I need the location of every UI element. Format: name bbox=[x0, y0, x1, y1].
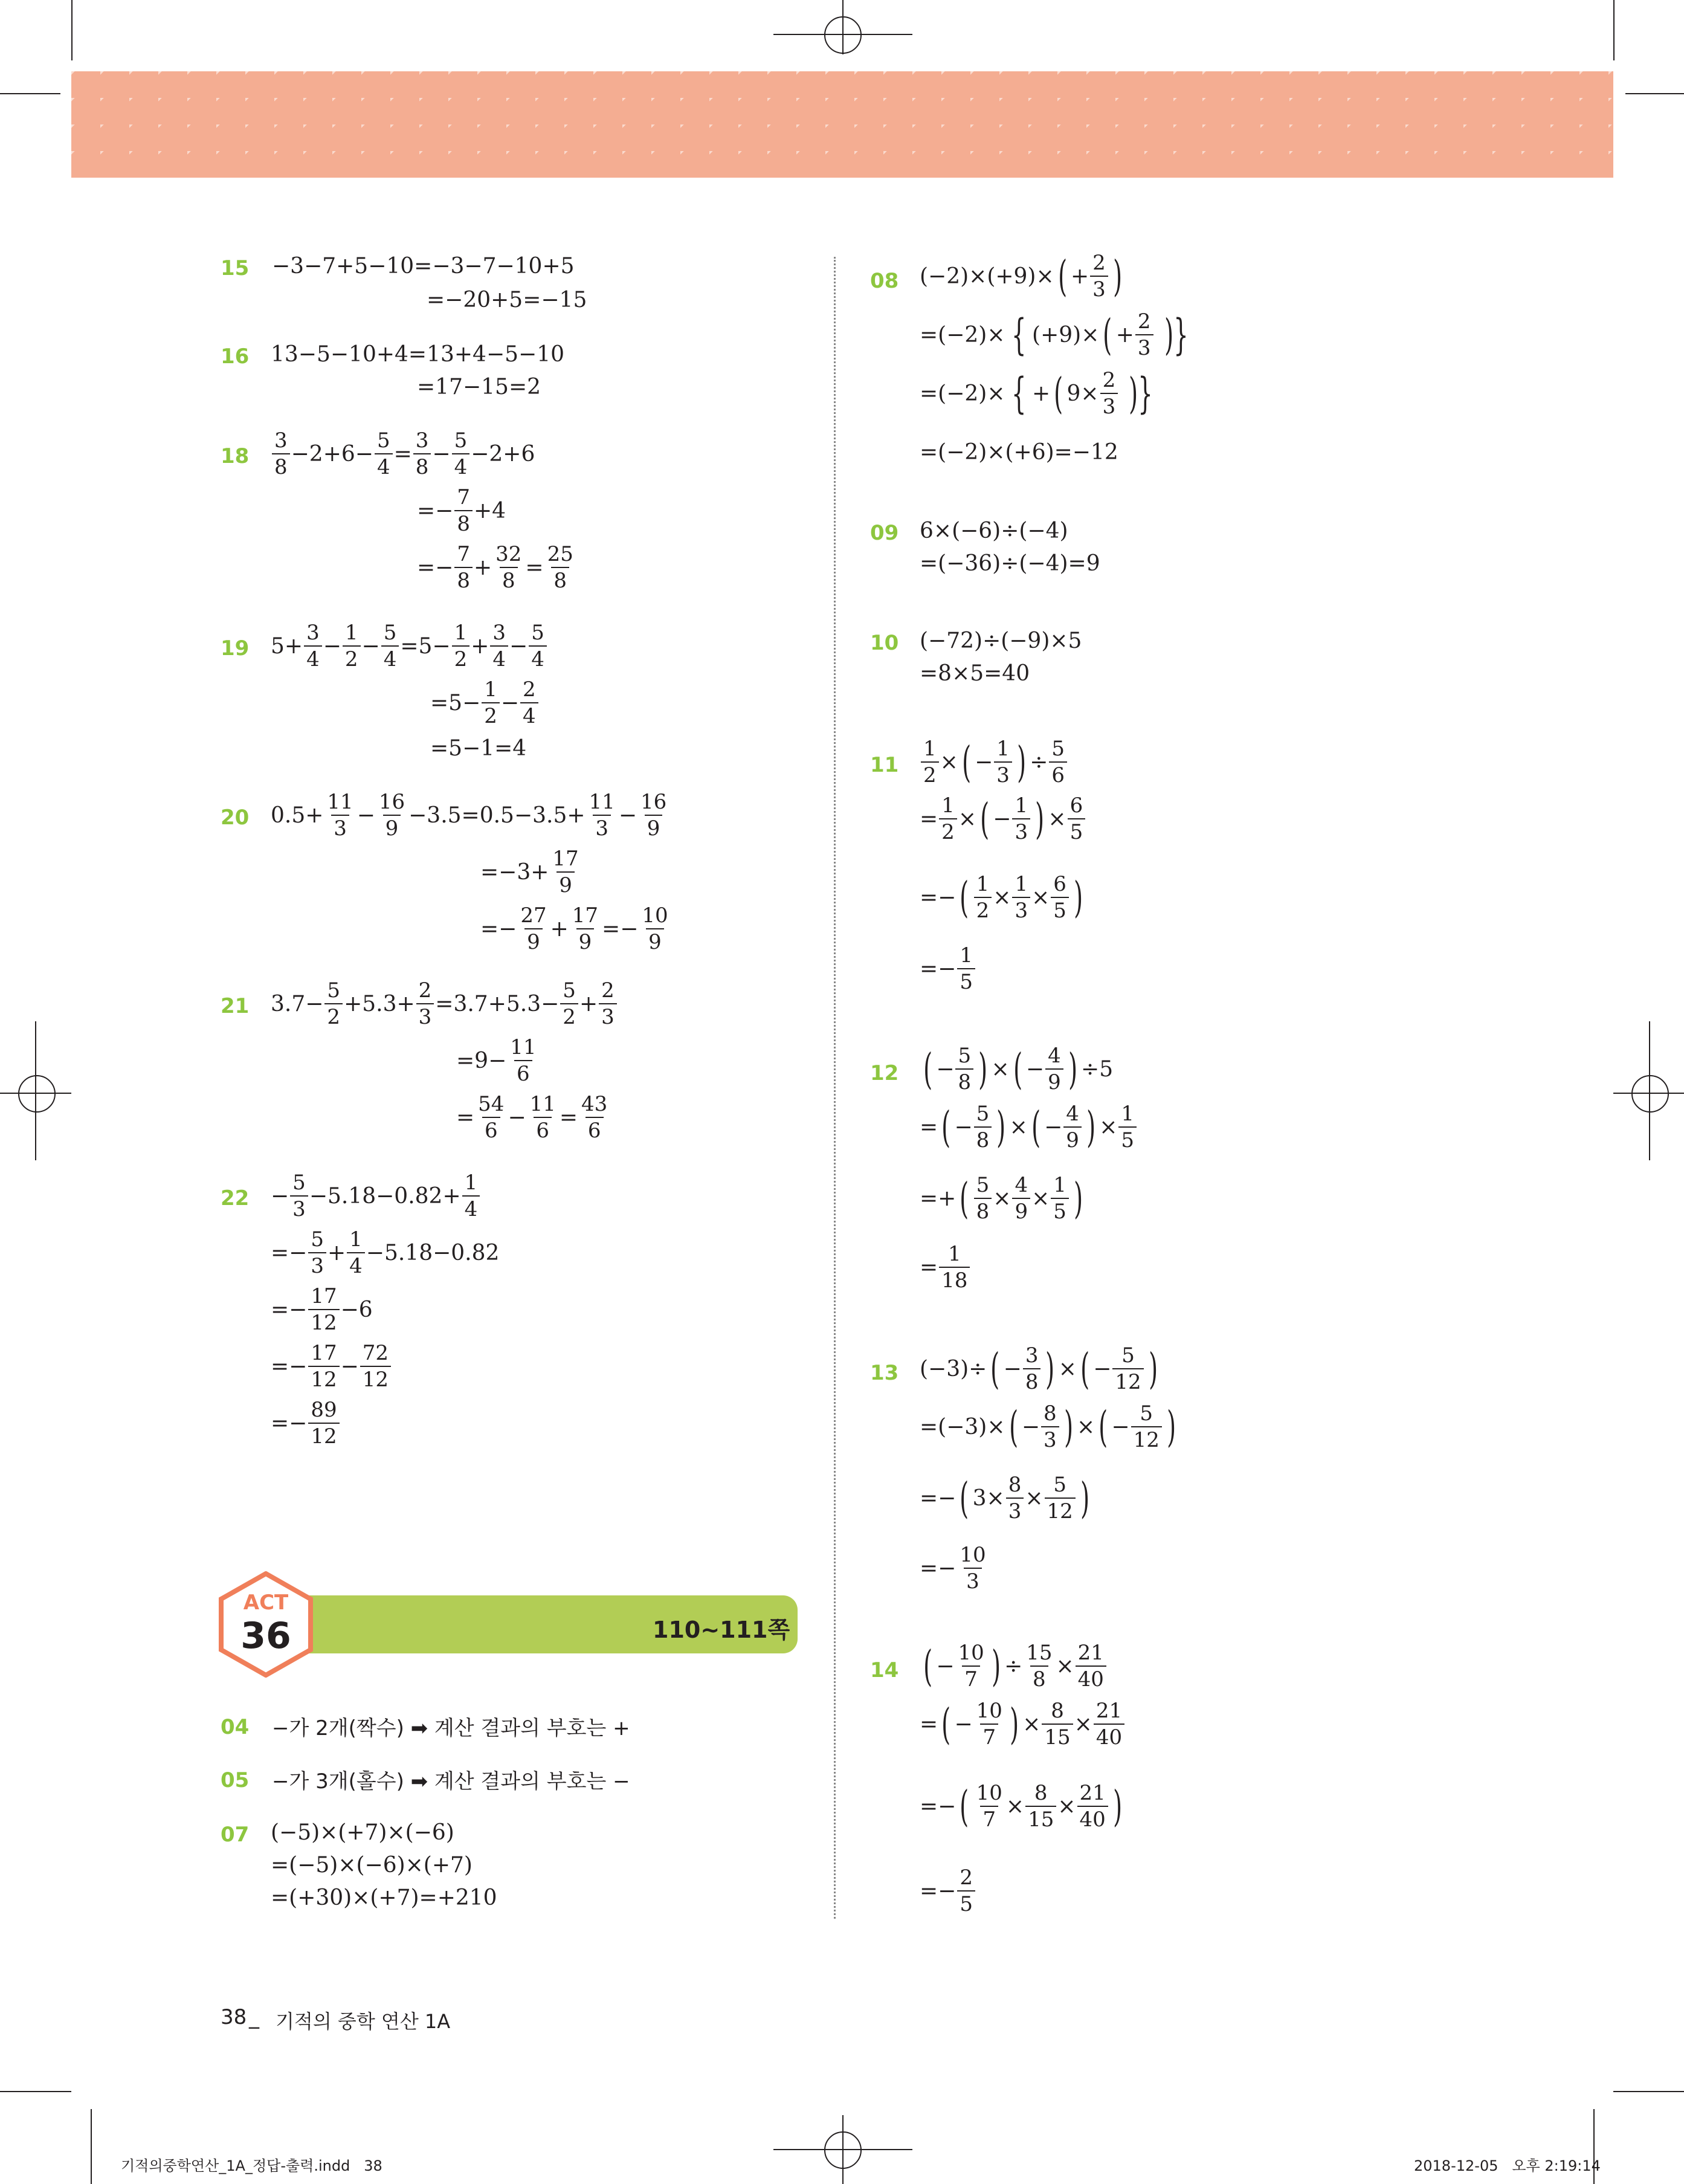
problem-number: 15 bbox=[221, 256, 250, 280]
equation-line: 5+ $\frac{3}{4}$ − $\frac{1}{2}$ − $\frac{5}{4}$ =5− $\frac{1}{2}$ + $\frac{3}{4}$ − $\frac{5}{4}$ bbox=[271, 622, 548, 670]
problem-number: 08 bbox=[870, 269, 899, 293]
equation-line: =17−15=2 bbox=[417, 375, 541, 399]
equation-line: =(−2)× { + ( 9× $\frac{2}{3}$ )} bbox=[920, 368, 1153, 419]
problem-number: 16 bbox=[221, 344, 250, 369]
equation-line: − $\frac{5}{3}$ −5.18−0.82+ $\frac{1}{4}$ bbox=[271, 1172, 481, 1220]
problem-number: 10 bbox=[870, 631, 899, 655]
equation-line: =(−2)× { (+9)× ( + $\frac{2}{3}$ )} bbox=[920, 309, 1189, 360]
problem-number: 11 bbox=[870, 753, 899, 777]
problem-number: 12 bbox=[870, 1061, 899, 1085]
equation-line: = ( − $\frac{5}{8}$ ) × ( − $\frac{4}{9}$ ) × $\frac{1}{5}$ bbox=[920, 1103, 1138, 1151]
equation-line: =− $\frac{5}{3}$ + $\frac{1}{4}$ −5.18−0.82 bbox=[271, 1227, 500, 1278]
equation-line: (−72)÷(−9)×5 bbox=[920, 628, 1082, 653]
equation-line: =5−1=4 bbox=[430, 736, 527, 761]
equation-line: = $\frac{1}{18}$ bbox=[920, 1244, 971, 1291]
column-divider bbox=[834, 257, 836, 1919]
equation-line: 6×(−6)÷(−4) bbox=[920, 519, 1068, 543]
problem-number: 09 bbox=[870, 521, 899, 545]
equation-line: =− $\frac{1}{5}$ bbox=[920, 945, 976, 992]
equation-line: =(−5)×(−6)×(+7) bbox=[271, 1853, 473, 1878]
header-band bbox=[71, 71, 1613, 178]
equation-line: =+ ( $\frac{5}{8}$ × $\frac{4}{9}$ × $\frac{1}{5}$ ) bbox=[920, 1173, 1083, 1224]
equation-line: =− $\frac{89}{12}$ bbox=[271, 1400, 341, 1447]
problem-number: 04 bbox=[221, 1715, 250, 1739]
equation-line: =− $\frac{7}{8}$ + $\frac{32}{8}$ = $\frac{25}{8}$ bbox=[417, 542, 573, 593]
problem-number: 18 bbox=[221, 444, 250, 468]
equation-line: =9− $\frac{11}{6}$ bbox=[456, 1035, 537, 1086]
equation-line: −3−7+5−10=−3−7−10+5 bbox=[272, 254, 575, 279]
equation-line: =(+30)×(+7)=+210 bbox=[271, 1885, 497, 1910]
book-title: 기적의 중학 연산 1A bbox=[276, 2010, 451, 2033]
equation-line: =− ( $\frac{10}{7}$ × $\frac{8}{15}$ × $\frac{21}{40}$ ) bbox=[920, 1781, 1122, 1832]
equation-line: ( − $\frac{5}{8}$ ) × ( − $\frac{4}{9}$ ) ÷5 bbox=[923, 1044, 1114, 1094]
equation-line: =(−2)×(+6)=−12 bbox=[920, 440, 1118, 465]
equation-line: 13−5−10+4=13+4−5−10 bbox=[271, 342, 564, 367]
equation-line: =5− $\frac{1}{2}$ − $\frac{2}{4}$ bbox=[430, 679, 540, 726]
problem-number: 21 bbox=[221, 994, 250, 1018]
equation-line: =(−3)× ( − $\frac{8}{3}$ ) × ( − $\frac{5}{12}$ ) bbox=[920, 1401, 1176, 1452]
equation-line: (−2)×(+9)× ( + $\frac{2}{3}$ ) bbox=[920, 251, 1122, 302]
equation-line: 3.7− $\frac{5}{2}$ +5.3+ $\frac{2}{3}$ =3.7+5.3− $\frac{5}{2}$ + $\frac{2}{3}$ bbox=[271, 980, 618, 1027]
equation-line: $\frac{1}{2}$ × ( − $\frac{1}{3}$ ) ÷ $\frac{5}{6}$ bbox=[920, 738, 1068, 786]
equation-line: =− ( 3× $\frac{8}{3}$ × $\frac{5}{12}$ ) bbox=[920, 1473, 1089, 1523]
problem-number: 20 bbox=[221, 806, 250, 830]
equation-line: =− $\frac{10}{3}$ bbox=[920, 1543, 986, 1594]
problem-number: 05 bbox=[221, 1768, 250, 1792]
act-label: ACT bbox=[243, 1591, 289, 1615]
problem-number: 19 bbox=[221, 636, 250, 661]
page-number: 38 bbox=[221, 2005, 247, 2029]
file-name: 기적의중학연산_1A_정답-출력.indd 38 bbox=[121, 2157, 382, 2174]
equation-line: =− ( $\frac{1}{2}$ × $\frac{1}{3}$ × $\frac{6}{5}$ ) bbox=[920, 872, 1083, 923]
equation-line: =− $\frac{17}{12}$ −6 bbox=[271, 1284, 373, 1335]
equation-line: = $\frac{54}{6}$ − $\frac{11}{6}$ = $\frac{43}{6}$ bbox=[456, 1092, 608, 1143]
problem-number: 14 bbox=[870, 1658, 899, 1682]
equation-line: (−5)×(+7)×(−6) bbox=[271, 1820, 454, 1845]
equation-line: = ( − $\frac{10}{7}$ ) × $\frac{8}{15}$ × $\frac{21}{40}$ bbox=[920, 1701, 1126, 1748]
print-datetime: 2018-12-05 오후 2:19:14 bbox=[1414, 2157, 1601, 2174]
equation-line: =−3+ $\frac{17}{9}$ bbox=[480, 847, 579, 897]
equation-line: =− $\frac{7}{8}$ +4 bbox=[417, 485, 506, 536]
equation-line: =− $\frac{17}{12}$ − $\frac{72}{12}$ bbox=[271, 1343, 392, 1390]
answer-text: −가 3개(홀수) ➡ 계산 결과의 부호는 − bbox=[272, 1769, 630, 1794]
equation-line: =(−36)÷(−4)=9 bbox=[920, 551, 1100, 576]
footer-separator: _ bbox=[249, 2005, 259, 2029]
problem-number: 07 bbox=[221, 1823, 250, 1847]
equation-line: $\frac{3}{8}$ −2+6− $\frac{5}{4}$ = $\frac{3}{8}$ − $\frac{5}{4}$ −2+6 bbox=[271, 430, 535, 477]
equation-line: ( − $\frac{10}{7}$ ) ÷ $\frac{15}{8}$ × $\frac{21}{40}$ bbox=[920, 1643, 1108, 1690]
equation-line: (−3)÷ ( − $\frac{3}{8}$ ) × ( − $\frac{5}{12}$ ) bbox=[920, 1343, 1158, 1394]
problem-number: 13 bbox=[870, 1361, 899, 1385]
equation-line: =− $\frac{2}{5}$ bbox=[920, 1867, 976, 1914]
act-number: 36 bbox=[240, 1615, 291, 1657]
act-pages: 110~111쪽 bbox=[653, 1617, 790, 1643]
equation-line: = $\frac{1}{2}$ × ( − $\frac{1}{3}$ ) × $\frac{6}{5}$ bbox=[920, 795, 1086, 842]
problem-number: 22 bbox=[221, 1186, 250, 1210]
equation-line: =−20+5=−15 bbox=[427, 288, 587, 312]
equation-line: =− $\frac{27}{9}$ + $\frac{17}{9}$ =− $\frac{10}{9}$ bbox=[480, 903, 668, 954]
equation-line: =8×5=40 bbox=[920, 661, 1030, 686]
equation-line: 0.5+ $\frac{11}{3}$ − $\frac{16}{9}$ −3.5=0.5−3.5+ $\frac{11}{3}$ − $\frac{16}{9}$ bbox=[271, 790, 667, 841]
answer-text: −가 2개(짝수) ➡ 계산 결과의 부호는 + bbox=[272, 1716, 630, 1740]
